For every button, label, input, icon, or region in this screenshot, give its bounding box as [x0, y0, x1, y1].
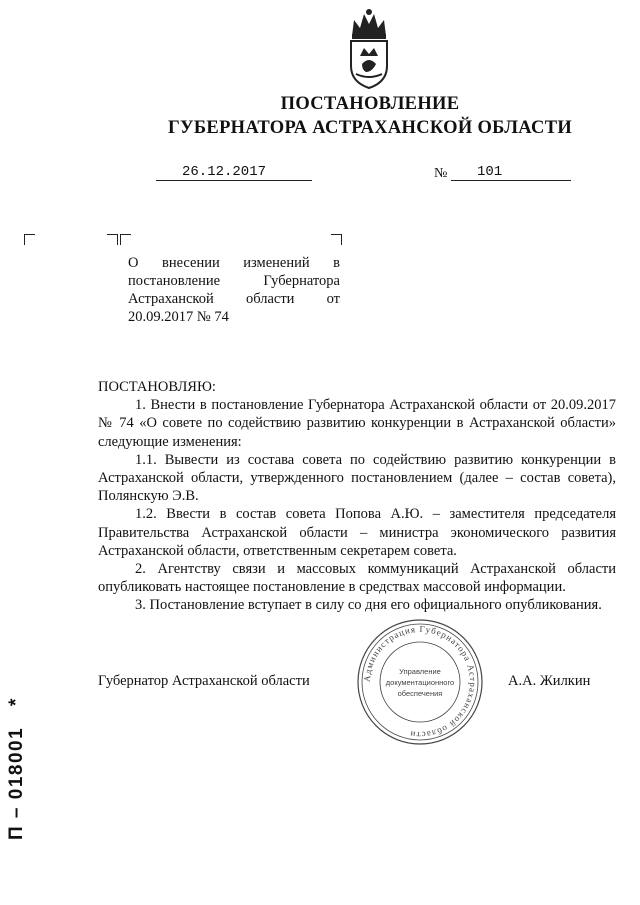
- stamp-center-line1: Управление: [399, 667, 441, 676]
- signatory-position: Губернатор Астраханской области: [98, 673, 310, 689]
- stamp-center-line2: документационного: [385, 678, 455, 687]
- document-body: [98, 378, 616, 615]
- subject-corner-top-left-inner: [120, 234, 131, 245]
- document-subject: О внесении изменений в постановление Губернатора Астраханской области от 20.09.2017 № 74: [128, 255, 340, 325]
- clause-3: 3. Постановление вступает в силу со дня его официального опубликования.: [135, 597, 602, 614]
- subject-corner-top-left: [107, 234, 118, 245]
- clause-1-2: 1.2. Ввести в состав совета Попова А.Ю. – заместителя председателя Правительства Астраханской области – министра экономического развития Астраханской области, ответственным секретарем совета.: [98, 506, 616, 559]
- serial-code: П – 018001: [6, 726, 27, 840]
- document-type-title: ПОСТАНОВЛЕНИЕ: [280, 94, 460, 114]
- coat-of-arms-emblem: [342, 8, 396, 92]
- subject-corner-top-right: [331, 234, 342, 245]
- document-number: 101: [451, 164, 571, 181]
- number-label: №: [434, 166, 448, 181]
- stamp-ring-text: Администрация Губернатора Астраханской области: [361, 623, 479, 741]
- signatory-name: А.А. Жилкин: [508, 673, 591, 689]
- stamp-center-line3: обеспечения: [397, 689, 443, 698]
- asterisk-mark: *: [6, 697, 27, 707]
- document-date: 26.12.2017: [156, 164, 312, 181]
- form-serial-number: [6, 680, 28, 840]
- clause-1: 1. Внести в постановление Губернатора Астраханской области от 20.09.2017 № 74 «О совете по содействию развитию конкуренции в Астраханской области» следующие изменения:: [98, 397, 616, 450]
- margin-corner-mark: [24, 234, 35, 245]
- clause-2: 2. Агентству связи и массовых коммуникаций Астраханской области опубликовать настоящее постановление в средствах массовой информации.: [98, 561, 616, 596]
- preamble: ПОСТАНОВЛЯЮ:: [98, 379, 216, 395]
- official-stamp: [356, 618, 484, 746]
- issuer-title: ГУБЕРНАТОРА АСТРАХАНСКОЙ ОБЛАСТИ: [167, 118, 573, 138]
- clause-1-1: 1.1. Вывести из состава совета по содействию развитию конкуренции в Астраханской области, утвержденного постановлением (далее – состав совета), Полянскую Э.В.: [98, 451, 616, 505]
